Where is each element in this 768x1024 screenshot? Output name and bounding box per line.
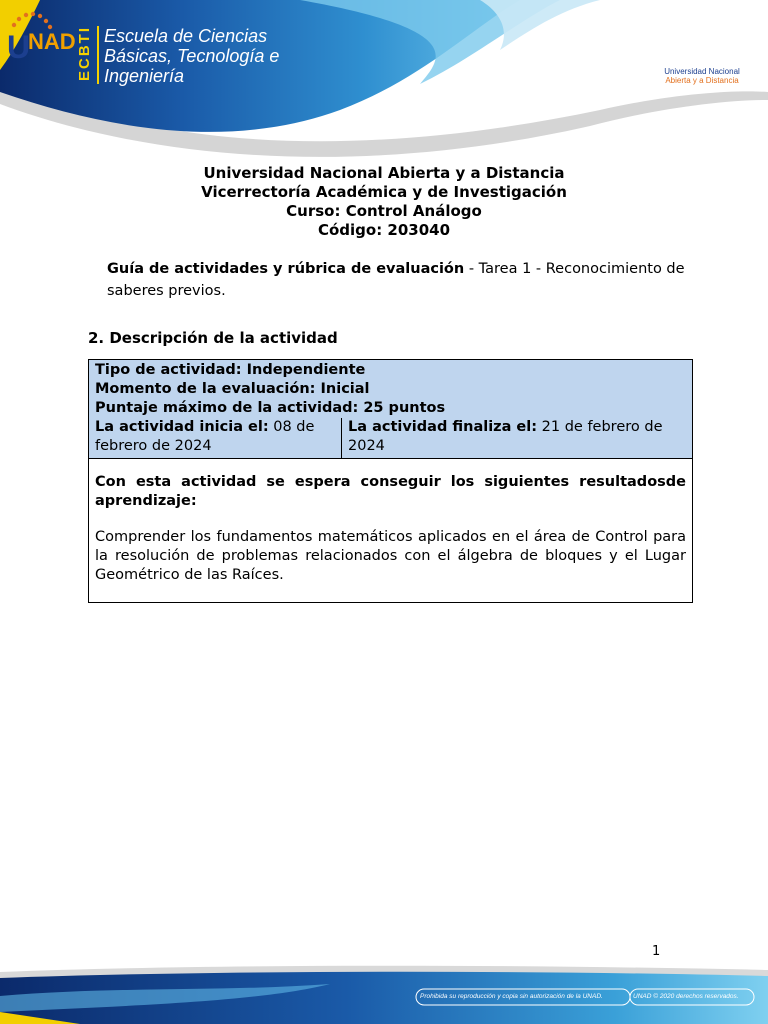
page-number: 1 [652,944,661,959]
guide-title-task: - Tarea 1 - Reconocimiento de saberes previos. [107,261,685,299]
start-date-value: 08 de febrero de 2024 [95,419,315,454]
section-title: 2. Descripción de la actividad [88,329,338,347]
unad-logo-u: U [7,29,31,65]
page-header [0,0,768,160]
activity-table [88,359,693,603]
learning-outcomes-title: Con esta actividad se espera conseguir los siguientes resultadosde aprendizaje: [95,474,686,509]
unad-logo-caption [650,67,754,85]
unad-logo [0,0,96,74]
school-name-line1: Escuela de Ciencias [104,26,268,46]
end-date-value: 21 de febrero de 2024 [348,419,663,454]
heading-course: Curso: Control Análogo [286,202,482,220]
guide-title-bold: Guía de actividades y rúbrica de evaluación [107,261,465,277]
footer-copyright: UNAD © 2020 derechos reservados. [633,993,739,1000]
school-name-line3: Ingeniería [104,66,185,86]
ecbti-divider [97,26,99,84]
activity-table-header [89,360,692,458]
footer-copy-restriction: Prohibida su reproducción y copia sin autorización de la UNAD. [420,993,603,1000]
school-name [104,26,334,86]
school-name-line2: Básicas, Tecnología e [104,46,280,66]
heading-code: Código: 203040 [317,221,451,239]
unad-logo-nad: NAD [28,29,76,54]
unad-caption-line1: Universidad Nacional [664,67,740,76]
start-date-cell [89,418,342,458]
end-date-label: La actividad finaliza el: [348,419,538,435]
ecbti-acronym: ECBTI [76,26,93,82]
document-heading [0,164,768,240]
heading-vicerrectoria: Vicerrectoría Académica y de Investigación [201,183,567,201]
end-date-cell [342,418,692,458]
guide-title [107,258,717,302]
evaluation-moment: Momento de la evaluación: Inicial [95,381,370,397]
max-score: Puntaje máximo de la actividad: 25 puntos [95,400,446,416]
heading-university: Universidad Nacional Abierta y a Distancia [203,164,565,182]
activity-dates-row [89,418,692,458]
learning-outcomes-text: Comprender los fundamentos matemáticos aplicados en el área de Control para la resolución de problemas relacionados con el álgebra de bloques y el Lugar Geométrico de las Raíces. [95,529,686,583]
activity-type: Tipo de actividad: Independiente [95,362,366,378]
learning-outcomes-cell [89,458,692,602]
start-date-label: La actividad inicia el: [95,419,269,435]
unad-caption-line2: Abierta y a Distancia [665,76,739,85]
